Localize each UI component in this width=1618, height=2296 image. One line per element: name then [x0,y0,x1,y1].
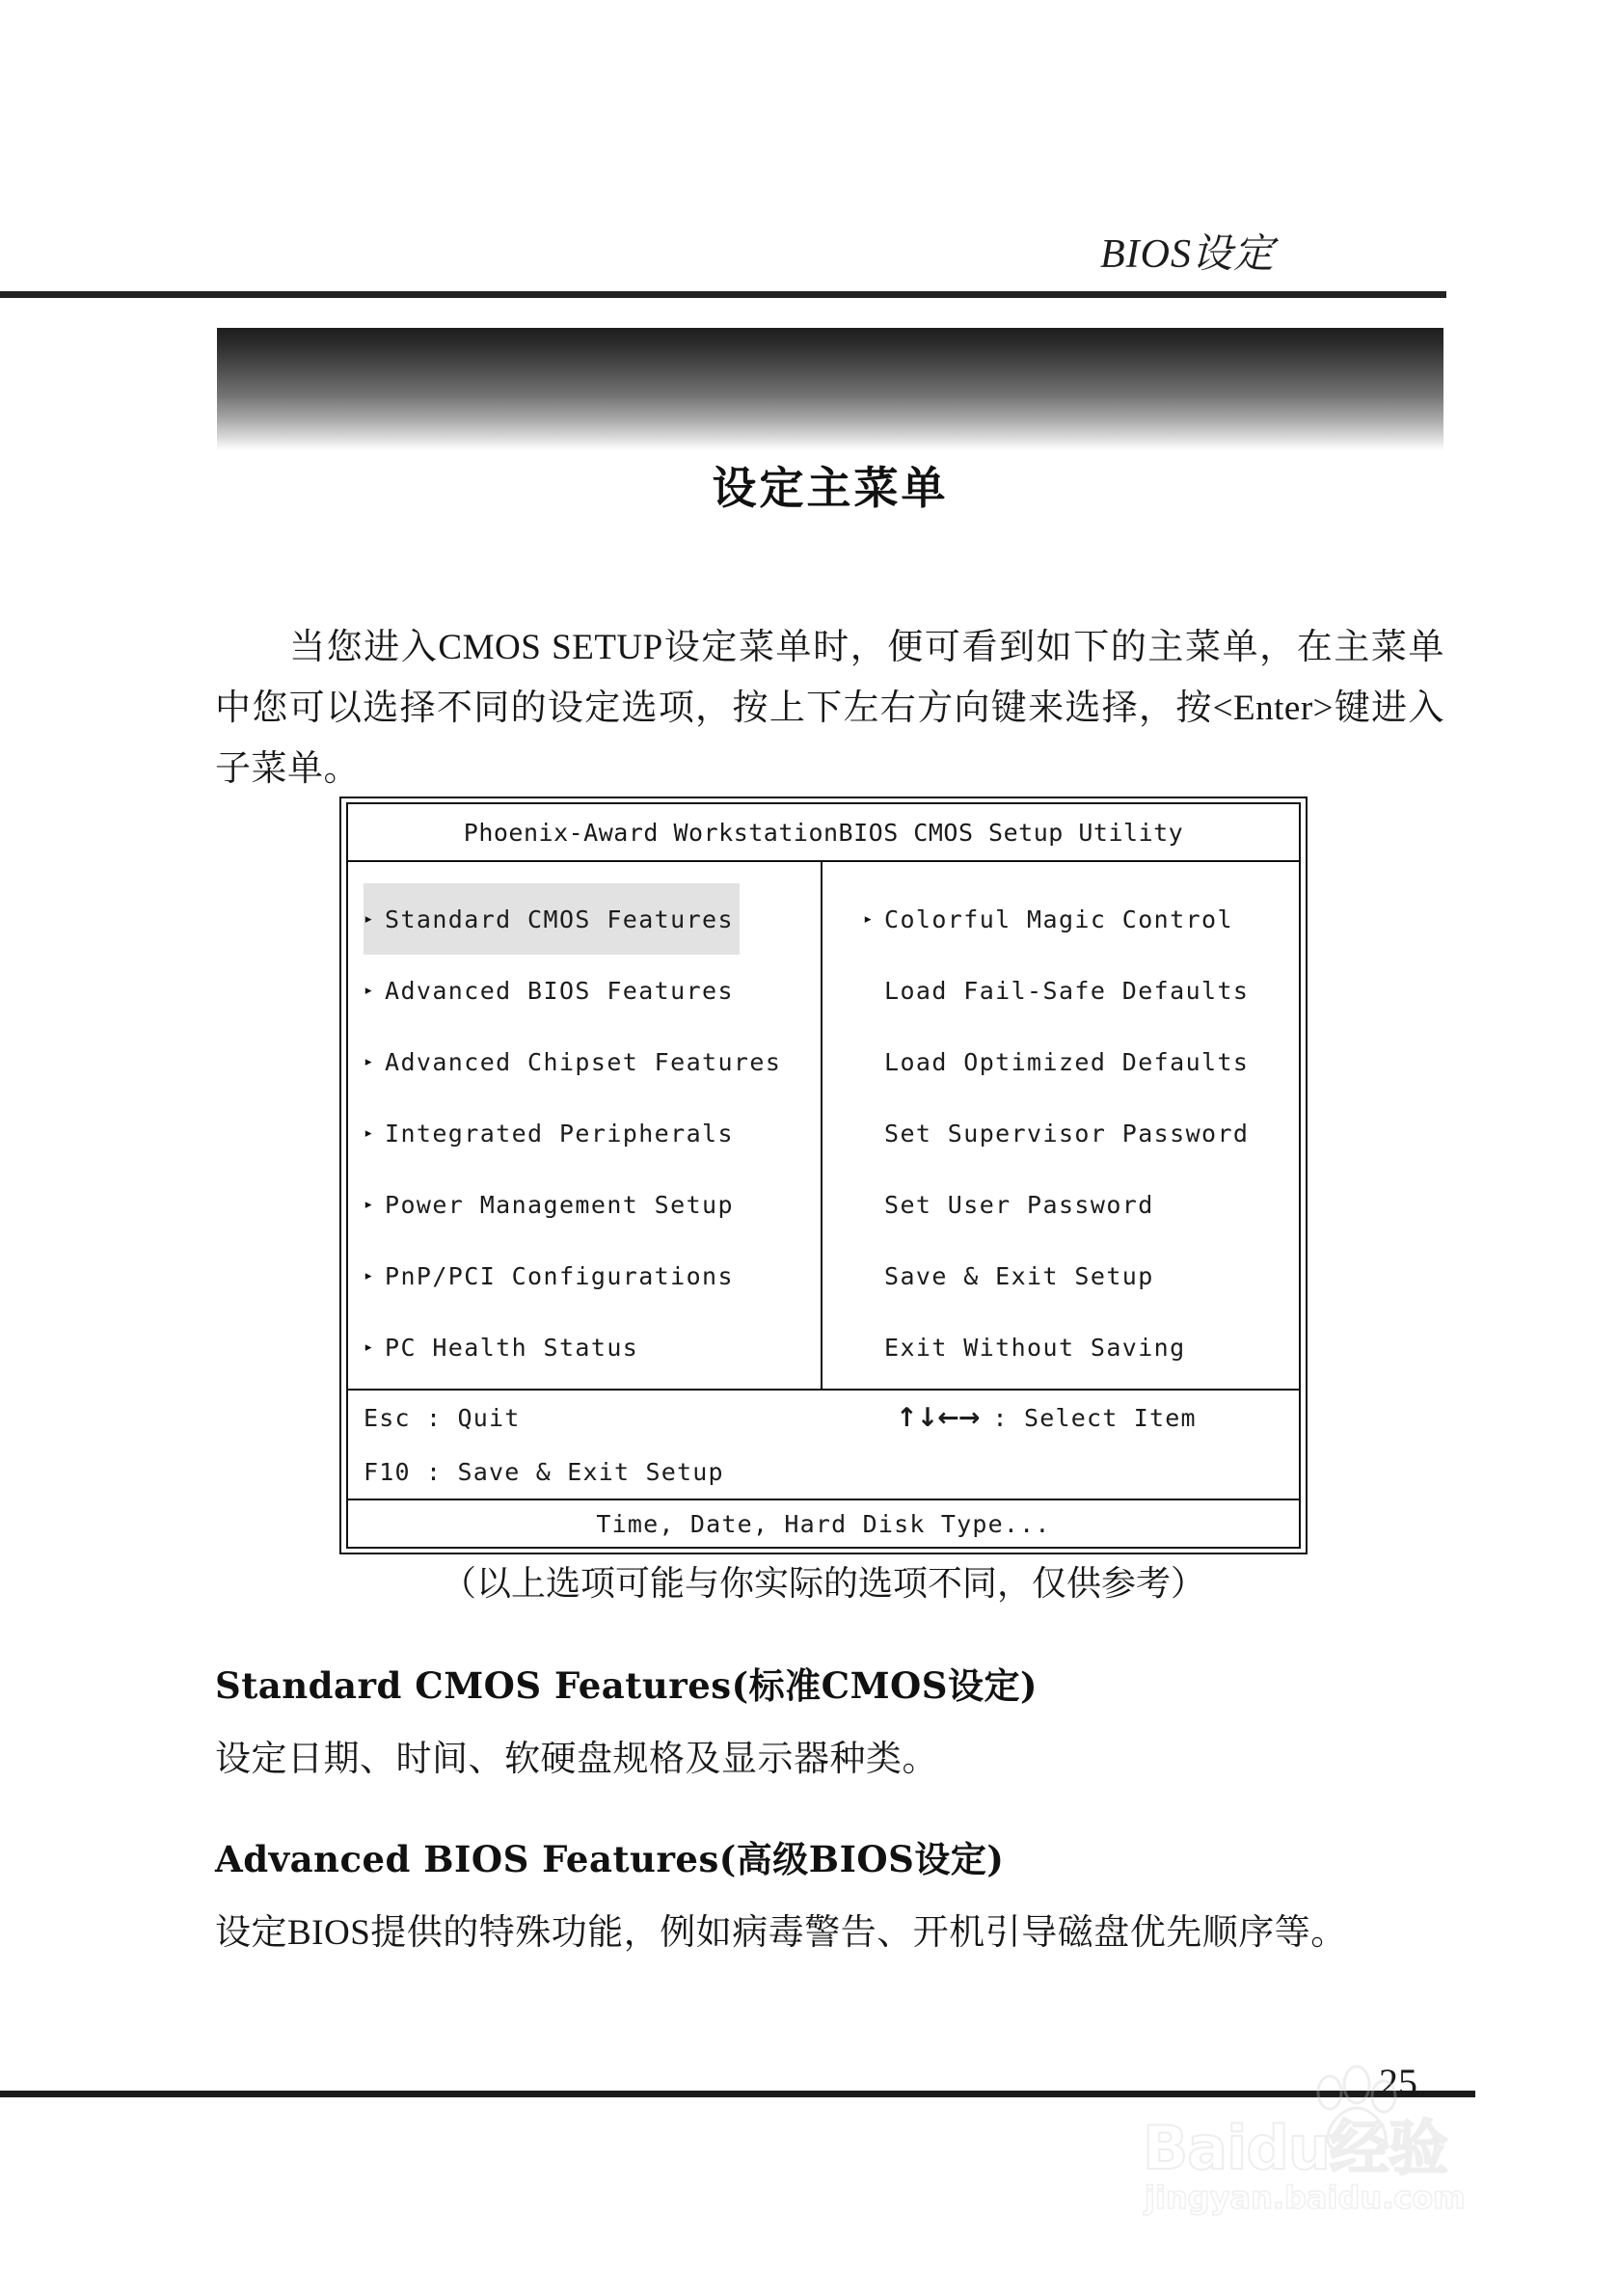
bios-menu-item-label: Advanced BIOS Features [385,976,734,1005]
bios-menu-item-left-5[interactable] [364,1240,821,1311]
bios-menu-item-left-0[interactable] [364,883,740,955]
intro-paragraph [215,617,1444,799]
bios-menu-item-left-4[interactable] [364,1169,821,1240]
menu-bullet-triangle-icon: ▸ [364,1194,375,1214]
bios-menu-item-label: Integrated Peripherals [385,1119,734,1148]
page-header [0,222,1446,299]
bios-menu-item-label: PC Health Status [385,1333,639,1362]
menu-bullet-triangle-icon: ▸ [364,908,375,929]
bios-setup-screen-inner-frame [346,802,1301,1549]
bios-title-text: Phoenix-Award WorkstationBIOS CMOS Setup Utility [463,818,1184,847]
bios-menu-area [348,862,1299,1391]
bios-key-select-item [896,1391,1197,1445]
bios-menu-item-right-2[interactable] [863,1026,1299,1097]
bios-menu-item-label: Load Fail-Safe Defaults [884,976,1250,1005]
bios-menu-item-label: Save & Exit Setup [884,1261,1154,1290]
menu-bullet-triangle-icon: ▸ [364,1122,375,1143]
page-number: 25 [1379,2061,1417,2104]
bios-menu-item-label: Set User Password [884,1190,1154,1219]
bios-menu-item-right-6[interactable] [863,1311,1299,1383]
bios-menu-item-label: Advanced Chipset Features [385,1047,782,1076]
watermark-url-text: jingyan.baidu.com [1145,2179,1466,2216]
bios-menu-item-label: PnP/PCI Configurations [385,1261,734,1290]
bios-status-bar-text: Time, Date, Hard Disk Type... [596,1509,1051,1538]
bios-menu-item-right-4[interactable] [863,1169,1299,1240]
bios-key-row-esc [348,1391,1299,1445]
watermark-logo-text: Baidu经验 [1143,2113,1447,2183]
bios-key-esc-quit: Esc : Quit [364,1403,521,1432]
bios-key-select-item-label: : Select Item [992,1403,1197,1432]
bios-status-bar [348,1500,1299,1547]
bios-key-row-f10 [348,1445,1299,1499]
bios-menu-item-label: Set Supervisor Password [884,1119,1250,1148]
bios-menu-item-left-2[interactable] [364,1026,821,1097]
bios-menu-item-label: Exit Without Saving [884,1333,1186,1362]
section-heading-advanced-bios-features: Advanced BIOS Features(高级BIOS设定) [215,1838,1005,1880]
menu-bullet-triangle-icon: ▸ [364,1337,375,1357]
bios-menu-item-label: Load Optimized Defaults [884,1047,1250,1076]
menu-bullet-triangle-icon: ▸ [364,980,375,1000]
bios-title-bar [348,804,1299,862]
section-body-advanced-bios-features: 设定BIOS提供的特殊功能，例如病毒警告、开机引导磁盘优先顺序等。 [215,1913,1347,1953]
figure-caption: （以上选项可能与你实际的选项不同，仅供参考） [441,1564,1205,1603]
bios-menu-item-label: Standard CMOS Features [385,905,734,933]
section-heading-standard-cmos-features: Standard CMOS Features(标准CMOS设定) [215,1664,1038,1707]
header-divider-rule [0,291,1446,298]
section-banner-title: 设定主菜单 [712,462,949,514]
bios-menu-item-left-1[interactable] [364,955,821,1026]
bios-menu-item-left-3[interactable] [364,1097,821,1169]
intro-paragraph-text: 当您进入CMOS SETUP设定菜单时，便可看到如下的主菜单，在主菜单中您可以选择不同的设定选项，按上下左右方向键来选择，按<Enter>键进入子菜单。 [215,628,1444,789]
bios-key-help-area [348,1391,1299,1500]
bios-menu-column-left [348,862,822,1389]
section-body-standard-cmos-features: 设定日期、时间、软硬盘规格及显示器种类。 [215,1740,938,1779]
baidu-jingyan-watermark [1143,2083,1557,2276]
bios-setup-screen [339,797,1308,1554]
bios-menu-item-right-3[interactable] [863,1097,1299,1169]
bios-key-f10-save-exit: F10 : Save & Exit Setup [364,1457,724,1486]
footer-divider-rule [0,2091,1475,2097]
bios-menu-item-right-5[interactable] [863,1240,1299,1311]
bios-menu-item-label: Colorful Magic Control [884,905,1233,933]
menu-bullet-triangle-icon: ▸ [364,1051,375,1071]
page-header-title: BIOS设定 [1100,232,1275,277]
bios-menu-item-left-6[interactable] [364,1311,821,1383]
section-banner-gradient [217,328,1443,450]
bios-menu-item-right-1[interactable] [863,955,1299,1026]
menu-bullet-triangle-icon: ▸ [364,1265,375,1285]
bios-menu-item-label: Power Management Setup [385,1190,734,1219]
bios-menu-column-right [822,862,1299,1389]
bios-menu-item-right-0[interactable] [863,883,1299,955]
arrow-keys-icon: ↑↓←→ [896,1402,980,1433]
menu-bullet-triangle-icon: ▸ [863,908,875,929]
